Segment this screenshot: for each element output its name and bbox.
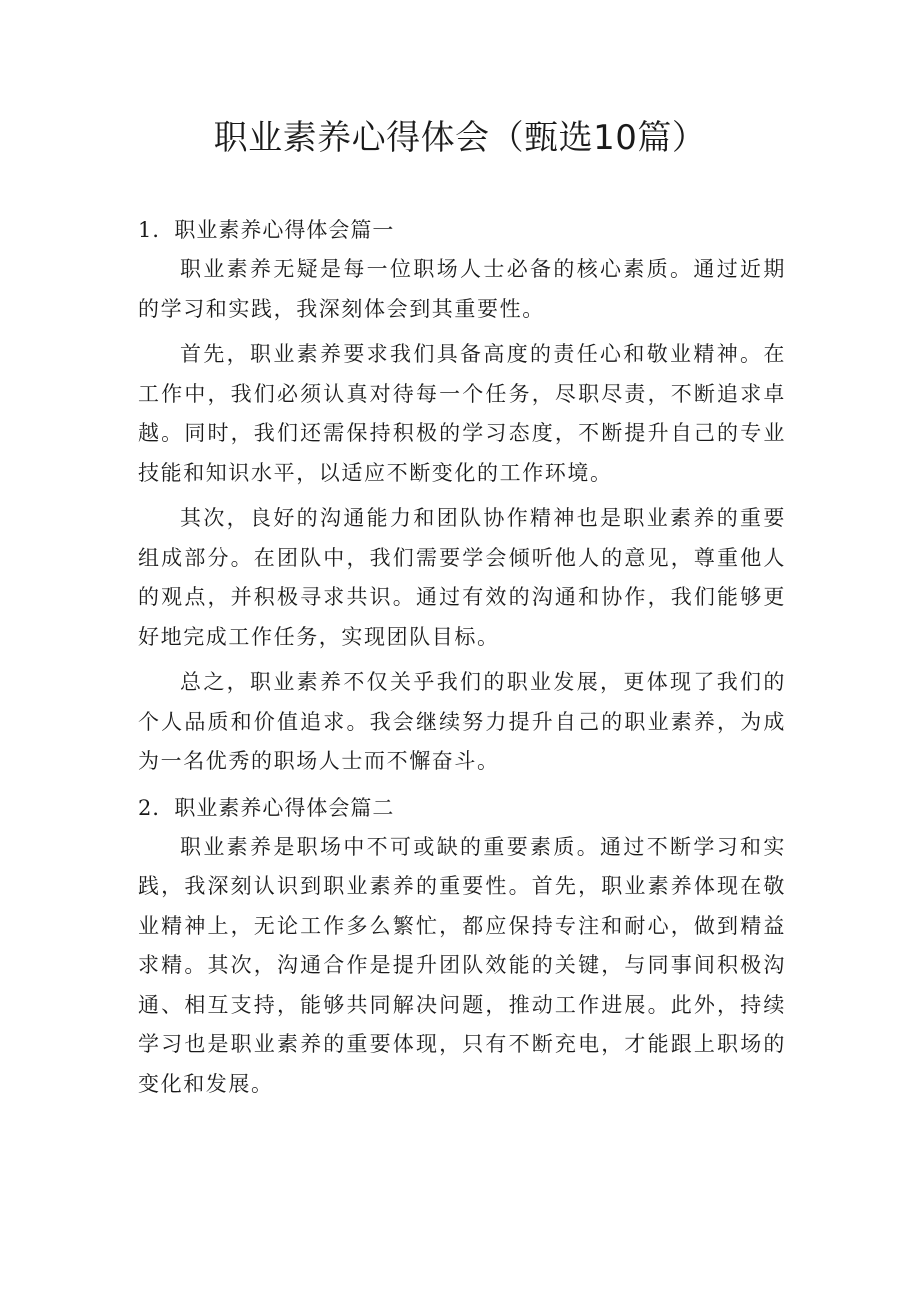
paragraph: 职业素养是职场中不可或缺的重要素质。通过不断学习和实践，我深刻认识到职业素养的重要性。首先，职业素养体现在敬业精神上，无论工作多么繁忙，都应保持专注和耐心，做到精益求精。其次，沟通合作是提升团队效能的关键，与同事间积极沟通、相互支持，能够共同解决问题，推动工作进展。此外，持续学习也是职业素养的重要体现，只有不断充电，才能跟上职场的变化和发展。: [138, 834, 786, 1096]
paragraph: 总之，职业素养不仅关乎我们的职业发展，更体现了我们的个人品质和价值追求。我会继续努力提升自己的职业素养，为成为一名优秀的职场人士而不懈奋斗。: [138, 670, 786, 773]
section-heading: 2．职业素养心得体会篇二: [138, 795, 395, 820]
section-1: [138, 210, 786, 782]
section-2: [138, 788, 786, 1105]
paragraph: 职业素养无疑是每一位职场人士必备的核心素质。通过近期的学习和实践，我深刻体会到其重要性。: [138, 257, 786, 321]
document-body: [138, 210, 786, 1110]
paragraph: 首先，职业素养要求我们具备高度的责任心和敬业精神。在工作中，我们必须认真对待每一个任务，尽职尽责，不断追求卓越。同时，我们还需保持积极的学习态度，不断提升自己的专业技能和知识水平，以适应不断变化的工作环境。: [138, 342, 786, 485]
section-heading: 1．职业素养心得体会篇一: [138, 218, 395, 242]
document-title: 职业素养心得体会（甄选10篇）: [213, 118, 707, 158]
paragraph: 其次，良好的沟通能力和团队协作精神也是职业素养的重要组成部分。在团队中，我们需要学会倾听他人的意见，尊重他人的观点，并积极寻求共识。通过有效的沟通和协作，我们能够更好地完成工作任务，实现团队目标。: [138, 506, 786, 649]
